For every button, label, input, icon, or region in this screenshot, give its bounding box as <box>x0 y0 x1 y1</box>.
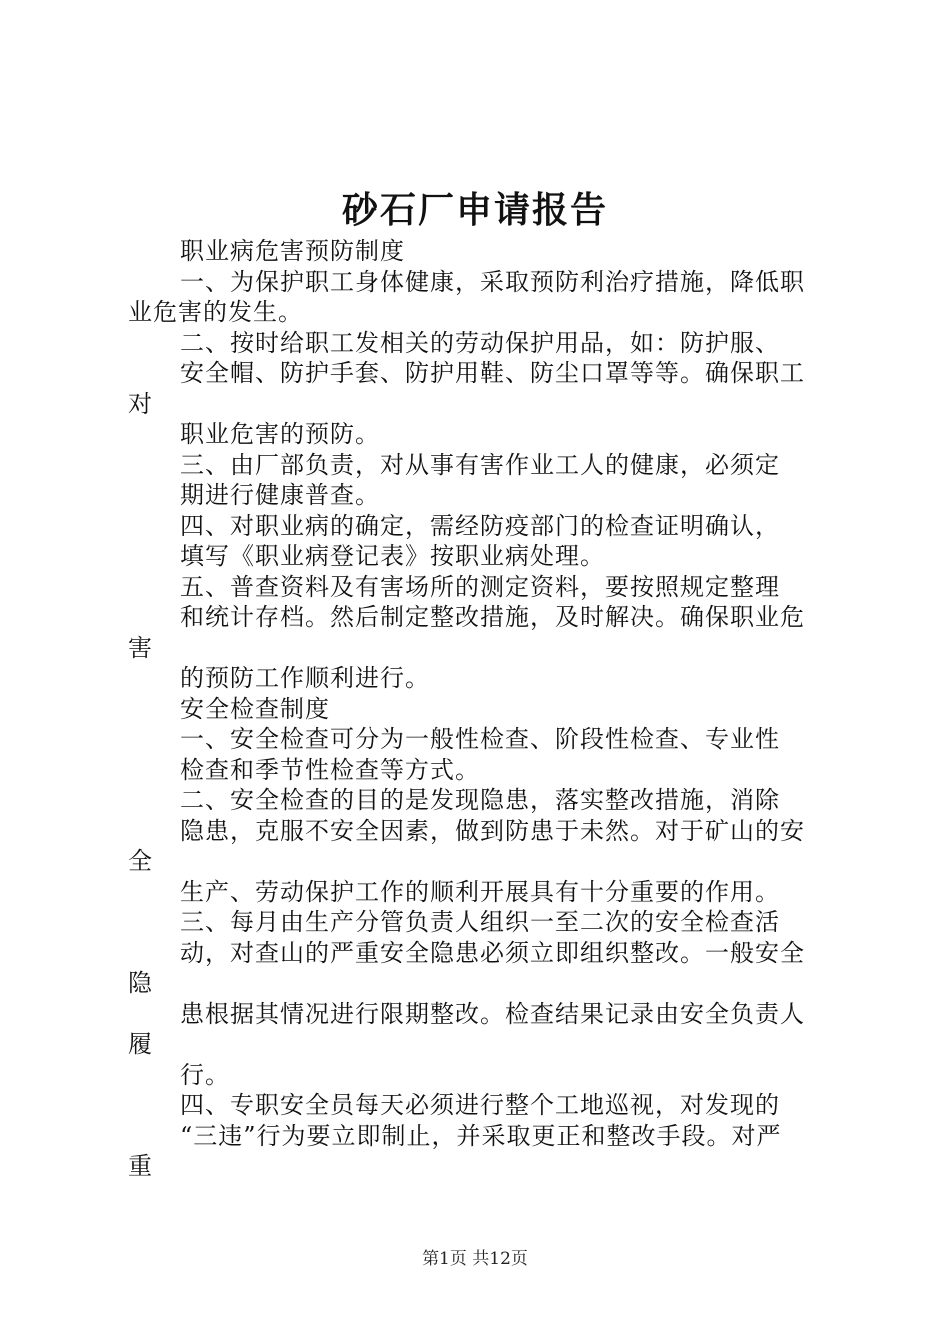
body-line: “三违”行为要立即制止，并采取更正和整改手段。对严 <box>180 1121 782 1150</box>
body-line: 对 <box>128 389 153 418</box>
body-line: 职业危害的预防。 <box>180 420 380 448</box>
body-line: 职业病危害预防制度 <box>180 237 405 265</box>
body-line: 全 <box>128 847 153 875</box>
document-title: 砂石厂申请报告 <box>341 189 608 231</box>
body-line: 五、普查资料及有害场所的测定资料，要按照规定整理 <box>180 572 780 601</box>
body-line: 和统计存档。然后制定整改措施，及时解决。确保职业危 <box>180 603 805 631</box>
body-line: 隐 <box>128 969 153 997</box>
body-line: 害 <box>128 633 153 662</box>
body-line: 重 <box>128 1152 153 1180</box>
body-line: 动，对查山的严重安全隐患必须立即组织整改。一般安全 <box>180 938 805 967</box>
body-line: 四、专职安全员每天必须进行整个工地巡视，对发现的 <box>180 1091 780 1119</box>
body-line: 三、每月由生产分管负责人组织一至二次的安全检查活 <box>180 908 780 936</box>
body-line: 一、为保护职工身体健康，采取预防利治疗措施，降低职 <box>180 267 805 296</box>
body-line: 隐患，克服不安全因素，做到防患于未然。对于矿山的安 <box>180 816 805 845</box>
body-line: 二、安全检查的目的是发现隐患，落实整改措施，消除 <box>180 786 780 814</box>
body-line: 三、由厂部负责，对从事有害作业工人的健康，必须定 <box>180 450 780 479</box>
body-line: 二、按时给职工发相关的劳动保护用品，如：防护服、 <box>180 328 780 357</box>
body-line: 填写《职业病登记表》按职业病处理。 <box>180 542 605 570</box>
body-line: 期进行健康普查。 <box>180 481 380 509</box>
body-line: 行。 <box>180 1060 230 1089</box>
body-line: 安全检查制度 <box>180 694 330 723</box>
body-line: 一、安全检查可分为一般性检查、阶段性检查、专业性 <box>180 725 780 753</box>
body-line: 患根据其情况进行限期整改。检查结果记录由安全负责人 <box>180 999 805 1028</box>
document-body <box>128 236 848 1182</box>
body-line: 履 <box>128 1030 153 1058</box>
body-line: 业危害的发生。 <box>128 298 303 326</box>
page-footer: 第1页 共12页 <box>422 1249 528 1269</box>
body-line: 四、对职业病的确定，需经防疫部门的检查证明确认， <box>180 511 780 540</box>
body-line: 的预防工作顺利进行。 <box>180 664 430 692</box>
body-line: 生产、劳动保护工作的顺利开展具有十分重要的作用。 <box>180 877 780 906</box>
body-line: 检查和季节性检查等方式。 <box>180 755 480 784</box>
body-line: 安全帽、防护手套、防护用鞋、防尘口罩等等。确保职工 <box>180 359 805 387</box>
